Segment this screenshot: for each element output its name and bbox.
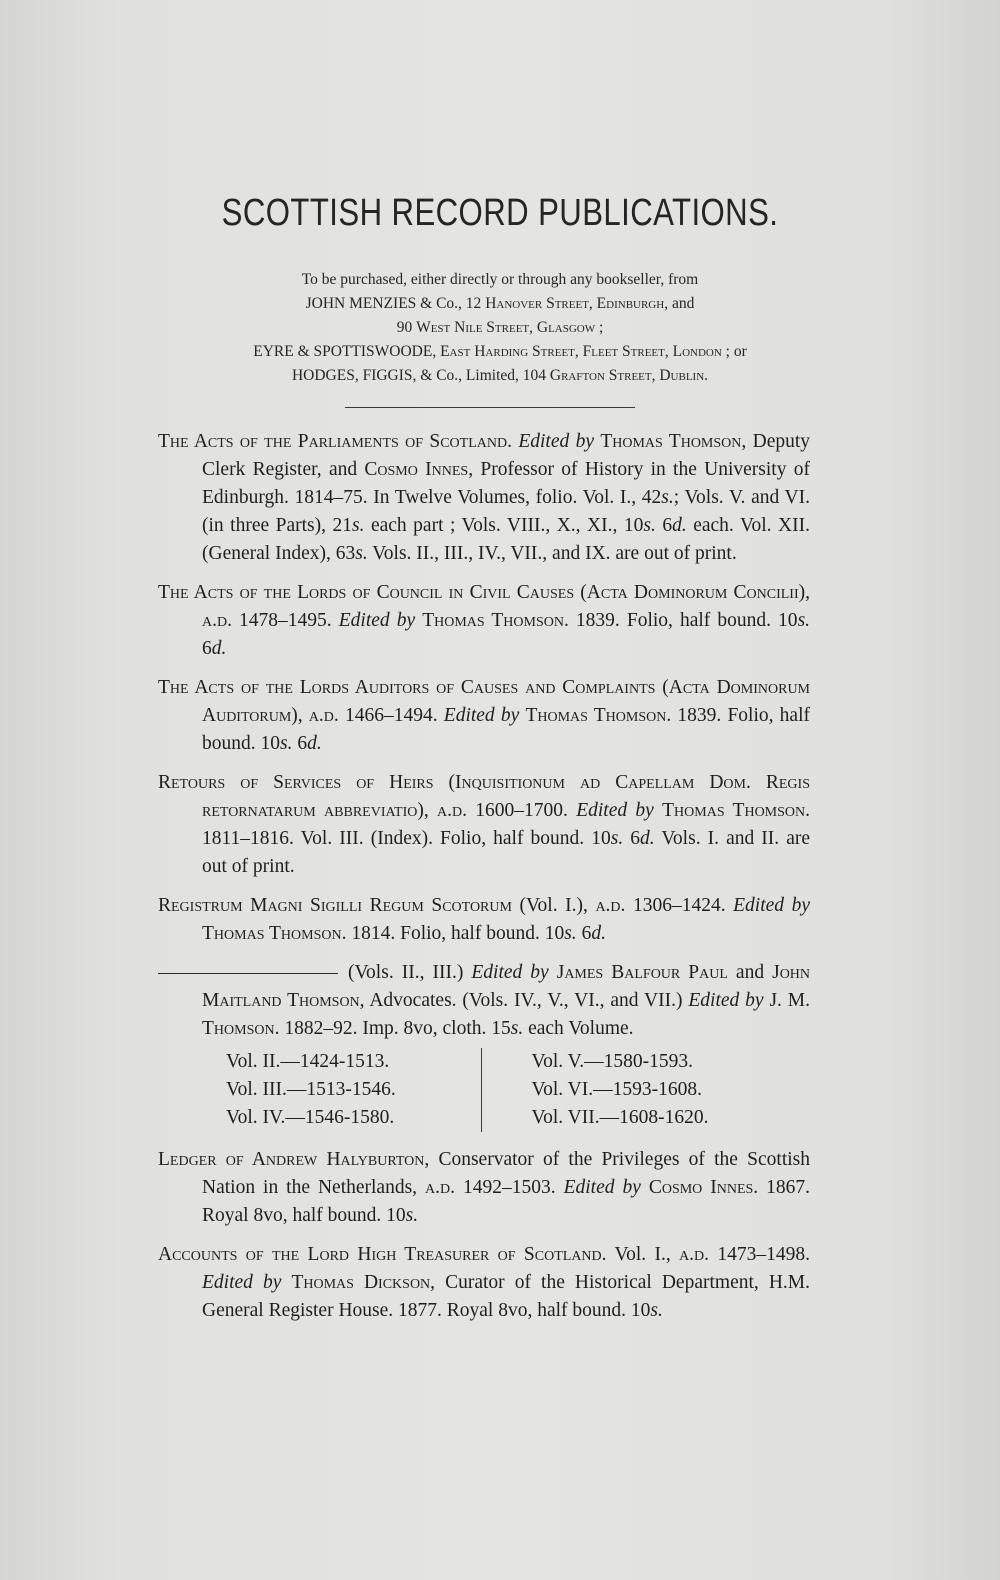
section-divider: [345, 407, 635, 408]
entry-acts-parliaments: The Acts of the Parliaments of Scotland. Edited by Thomas Thomson, Deputy Clerk Register, and Cosmo Innes, Professor of History in the University of Edinburgh. 1814–75. In Twelve Volumes, folio. Vol. I., 42s.; Vols. V. and VI. (in three Parts), 21s. each part ; Vols. VIII., X., XI., 10s. 6d. each. Vol. XII. (General Index), 63s. Vols. II., III., IV., VII., and IX. are out of print.: [158, 431, 811, 564]
imprint-block: [130, 268, 870, 388]
volume-row: Vol. II.—1424-1513.: [226, 1051, 390, 1072]
volume-row: Vol. VII.—1608-1620.: [531, 1107, 709, 1128]
volume-column-right: [481, 1048, 787, 1132]
entry-acts-lords-auditors: The Acts of the Lords Auditors of Causes and Complaints (Acta Dominorum Auditorum), a.d. 1466–1494. Edited by Thomas Thomson. 1839. Folio, half bound. 10s. 6d.: [158, 677, 810, 754]
volume-table: [226, 1048, 786, 1132]
volume-column-left: [226, 1048, 481, 1132]
imprint-line-glasgow: 90 West Nile Street, Glasgow ;: [396, 319, 604, 336]
imprint-line-eyre: EYRE & SPOTTISWOODE, East Harding Street, Fleet Street, London ; or: [253, 343, 747, 360]
imprint-line-intro: To be purchased, either directly or through any bookseller, from: [301, 271, 699, 288]
imprint-line-menzies: JOHN MENZIES & Co., 12 Hanover Street, Edinburgh, and: [305, 295, 695, 312]
entry-ledger: Ledger of Andrew Halyburton, Conservator of the Privileges of the Scottish Nation in the Netherlands, a.d. 1492–1503. Edited by Cosmo Innes. 1867. Royal 8vo, half bound. 10s.: [158, 1149, 811, 1226]
volume-row: Vol. IV.—1546-1580.: [226, 1107, 395, 1128]
volume-row: Vol. V.—1580-1593.: [531, 1051, 693, 1072]
page-title: SCOTTISH RECORD PUBLICATIONS.: [221, 192, 779, 234]
entry-acts-lords-council: The Acts of the Lords of Council in Civil Causes (Acta Dominorum Concilii), a.d. 1478–1495. Edited by Thomas Thomson. 1839. Folio, half bound. 10s. 6d.: [158, 582, 811, 659]
entry-registrum: Registrum Magni Sigilli Regum Scotorum (Vol. I.), a.d. 1306–1424. Edited by Thomas Thomson. 1814. Folio, half bound. 10s. 6d.: [158, 895, 810, 944]
imprint-line-hodges: HODGES, FIGGIS, & Co., Limited, 104 Grafton Street, Dublin.: [291, 367, 709, 384]
entry-retours: Retours of Services of Heirs (Inquisitionum ad Capellam Dom. Regis retornatarum abbreviatio), a.d. 1600–1700. Edited by Thomas Thomson. 1811–1816. Vol. III. (Index). Folio, half bound. 10s. 6d. Vols. I. and II. are out of print.: [158, 772, 811, 877]
ditto-dash: [158, 973, 338, 974]
entry-registrum-continued: (Vols. II., III.) Edited by James Balfour Paul and John Maitland Thomson, Advocates. (Vols. IV., V., VI., and VII.) Edited by J. M. Thomson. 1882–92. Imp. 8vo, cloth. 15s. each Volume.: [158, 959, 810, 1043]
volume-row: Vol. III.—1513-1546.: [226, 1079, 396, 1100]
volume-row: Vol. VI.—1593-1608.: [531, 1079, 702, 1100]
publication-list: [158, 428, 810, 1336]
entry-accounts: Accounts of the Lord High Treasurer of Scotland. Vol. I., a.d. 1473–1498. Edited by Thomas Dickson, Curator of the Historical Department, H.M. General Register House. 1877. Royal 8vo, half bound. 10s.: [158, 1244, 811, 1321]
